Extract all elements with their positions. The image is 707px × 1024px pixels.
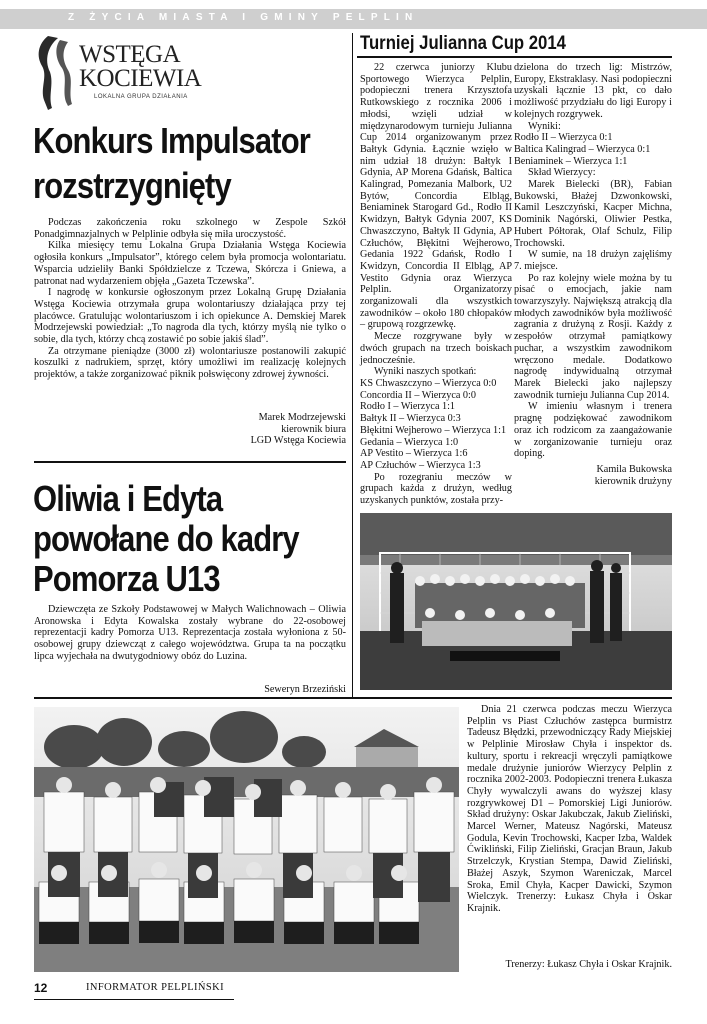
article2-title-line1: Oliwia i Edyta	[33, 478, 223, 519]
article2-paragraph: Dziewczęta ze Szkoły Podstawowej w Małych Walichnowach – Oliwia Aronowska i Edyta Kowalska zostały wybrane do 22-osobowej reprezentacji kadry Pomorza U13. Reprezentacja została wyłoniona z 50-osobowej grupy dziewcząt z całego województwa. Grupa ta na początku lipca wyjechała na dwutygodniowy obóz do Luzina.	[34, 604, 346, 662]
result-line: Beniaminek – Wierzyca 1:1	[514, 155, 628, 167]
article3-signature-role: kierownik drużyny	[594, 475, 672, 487]
result-line: Rodło I – Wierzyca 1:1	[360, 401, 456, 413]
article2-title-line3: Pomorza U13	[33, 558, 220, 599]
article1-title-line1: Konkurs Impulsator	[33, 120, 310, 161]
divider	[34, 697, 672, 699]
team-photo-wierzyca-juniors	[34, 707, 459, 972]
article3-paragraph: W imieniu własnym i trenera pragnę podziękować zawodnikom oraz ich rodzicom za zaangażowanie w zorganizowanie turnieju oraz doping.	[514, 401, 672, 460]
article2-title-line2: powołane do kadry	[33, 518, 299, 559]
article1-title-line2: rozstrzygnięty	[33, 165, 231, 206]
article3-column2	[514, 62, 672, 487]
article1-paragraph: Za otrzymane pieniądze (3000 zł) wolontariusze postanowili zakupić koszulki z nadrukiem, sprzęt, który umożliwi im realizację kolejnych projektów, a także zorganizować piknik połswięcony zdrowej żywności.	[34, 345, 346, 381]
result-line: Gedania – Wierzyca 1:0	[360, 436, 459, 448]
article2-signature: Seweryn Brzeziński	[264, 684, 346, 695]
logo-line1: WSTĘGA	[79, 41, 181, 68]
article3-paragraph: Mecze rozgrywane były w dwóch grupach na trzech boiskach jednocześnie.	[360, 331, 512, 366]
signature-role: kierownik biura	[281, 423, 346, 435]
photo-caption: Trenerzy: Łukasz Chyła i Oskar Krajnik.	[505, 959, 672, 970]
publication-name: INFORMATOR PELPLIŃSKI	[86, 982, 225, 993]
article3-paragraph: dzielona do trzech lig: Mistrzów, Europy, Ekstraklasy. Nasi podopieczni uzyskali łącznie 13 pkt, co dało możliwość przydziału do ligi Europy i kolejnych rozgrywek.	[514, 62, 672, 120]
article1-paragraph: I nagrodę w konkursie ogłoszonym przez Lokalną Grupę Działania Wstęga Kociewia otrzymała grupa wolontariuszy działająca przy tej placówce. Gratulując wolontariuszom i ich opiekunce A. Demskiej Marek Modrzejewski powiedział: „To nagroda dla tych, którzy myślą nie tylko o sobie, dla tych, którzy chcą zostawić po sobie jakiś ślad”.	[34, 287, 346, 346]
article4-body	[467, 704, 672, 915]
team-photo-julianna-cup	[360, 513, 672, 690]
section-header-text: Z ŻYCIA MIASTA I GMINY PELPLIN	[68, 12, 419, 23]
column-divider	[352, 33, 353, 698]
article1-body	[34, 217, 346, 381]
article1-paragraph: Kilka miesięcy temu Lokalna Grupa Działania Wstęga Kociewia ogłosiła konkurs „Impulsator”, którego celem była promocja wolontariatu. Wsparcia udzieliły Banki Spółdzielcze z Tczewa, Skórcza i Gniewa, a patronat nad wydarzeniem objęła „Gazeta Tczewska”.	[34, 240, 346, 287]
article3-paragraph: Skład Wierzycy:	[528, 167, 596, 179]
divider	[34, 461, 346, 463]
ribbon-logo-icon	[34, 34, 78, 112]
article3-signature-name: Kamila Bukowska	[596, 463, 672, 475]
result-line: Baltica Kalingrad – Wierzyca 0:1	[514, 143, 651, 155]
footer-divider	[34, 999, 234, 1000]
wstega-kociewia-logo	[34, 34, 214, 112]
article3-paragraph: Po raz kolejny wiele można by tu pisać o emocjach, jakie nam towarzyszyły. Największą atrakcją dla młodych zawodników była możliwość zagrania z drużyną z Rosji. Każdy z zespołów otrzymał pamiątkowy puchar, a wszystkim zawodnikom wręczono medale. Dodatkowo nagrodę indywidualną otrzymał Marek Bielecki jako najlepszy zawodnik turnieju Julianna Cup 2014.	[514, 272, 672, 401]
article3-paragraph: Marek Bielecki (BR), Fabian Bukowski, Błażej Dzwonkowski, Kamil Leszczyński, Kacper Michna, Dominik Nagórski, Oliwier Pestka, Hubert Półtorak, Olaf Schulz, Filip Trochowski.	[514, 179, 672, 249]
result-line: Bałtyk II – Wierzyca 0:3	[360, 413, 461, 425]
article1-paragraph: Podczas zakończenia roku szkolnego w Zespole Szkół Ponadgimnazjalnych w Pelplinie odbyła się miła uroczystość.	[34, 217, 346, 240]
logo-tagline: LOKALNA GRUPA DZIAŁANIA	[94, 94, 188, 100]
signature-name: Marek Modrzejewski	[258, 412, 346, 423]
page-footer	[34, 981, 234, 1001]
article3-paragraph: Wyniki:	[528, 120, 561, 132]
article1-signature	[34, 412, 346, 447]
article4-paragraph: Dnia 21 czerwca podczas meczu Wierzyca Pelplin vs Piast Człuchów zastępca burmistrz Tadeusz Błędzki, przewodniczący Rady Miejskiej w Pelplinie Mirosław Chyła i inspektor ds. kultury, sportu i rekreacji wręczyli pamiątkowe medale drużynie juniorów Wierzycy Pelplin z rocznika 2002-2003. Podopieczni trenera Łukasza Chyły wywalczyli awans do wyższej klasy rozgrywkowej D1 – Pomorskiej Ligi Juniorów. Skład drużyny: Oskar Jakubczak, Jakub Zieliński, Marcel Werner, Mateusz Nagórski, Mateusz Godula, Kevin Trochowski, Kacper Izba, Waldek Ćwikliński, Filip Zieliński, Gracjan Braun, Jakub Strzelczyk, Krystian Stempa, Dawid Zieliński, Błażej Aszyk, Szymon Wareniczak, Marcel Sroka, Emil Chyła, Kacper Dawicki, Szymon Wielczyk. Trenerzy: Łukasz Chyła i Oskar Krajnik.	[467, 704, 672, 914]
result-line: AP Człuchów – Wierzyca 1:3	[360, 459, 481, 471]
article3-paragraph: W sumie, na 18 drużyn zajęliśmy 7. miejsce.	[514, 249, 672, 272]
article3-paragraph: Wyniki naszych spotkań:	[374, 366, 477, 378]
result-line: Concordia II – Wierzyca 0:0	[360, 389, 476, 401]
article3-title: Turniej Julianna Cup 2014	[360, 33, 566, 54]
section-header-bar	[0, 9, 707, 29]
article3-column1	[360, 62, 512, 507]
signature-org: LGD Wstęga Kociewia	[250, 435, 346, 447]
divider	[357, 56, 672, 58]
result-line: Błękitni Wejherowo – Wierzyca 1:1	[360, 424, 507, 436]
page-number: 12	[34, 981, 48, 995]
article2-body	[34, 604, 346, 663]
logo-line2: KOCIEWIA	[79, 65, 202, 92]
result-line: KS Chwaszczyno – Wierzyca 0:0	[360, 377, 497, 389]
article3-paragraph: Po rozegraniu meczów w grupach każda z drużyn, według uzyskanych punktów, została przy-	[360, 471, 512, 507]
article3-paragraph: 22 czerwca juniorzy Klubu Sportowego Wierzyca Pelplin, podopieczni trenera Krzysztofa Rutkowskiego z rocznika 2006 i młodsi, wzięli udział w międzynarodowym turnieju Julianna Cup 2014 organizowanym przez Bałtyk Gdynia. Łącznie wzięło w nim udział 18 drużyn: Bałtyk I Gdynia, AP Morena Gdańsk, Baltica Kalingrad, Pomezania Malbork, U2 Bytów, Concordia Elbląg, Beniaminek Starogard Gd., Rodło II Kwidzyn, Bałtyk Gdynia 2007, KS Chwaszczyno, Bałtyk II Gdynia, AP Człuchów, Błękitni Wejherowo, Gedania 1922 Gdańsk, Rodło I Kwidzyn, Concordia II Elbląg, AP Vestito Gdynia oraz Wierzyca Pelplin. Organizatorzy zorganizowali dla wszystkich zawodników – około 180 chłopaków – grupową rozgrzewkę.	[360, 62, 512, 331]
result-line: Rodło II – Wierzyca 0:1	[514, 132, 613, 144]
result-line: AP Vestito – Wierzyca 1:6	[360, 448, 468, 460]
